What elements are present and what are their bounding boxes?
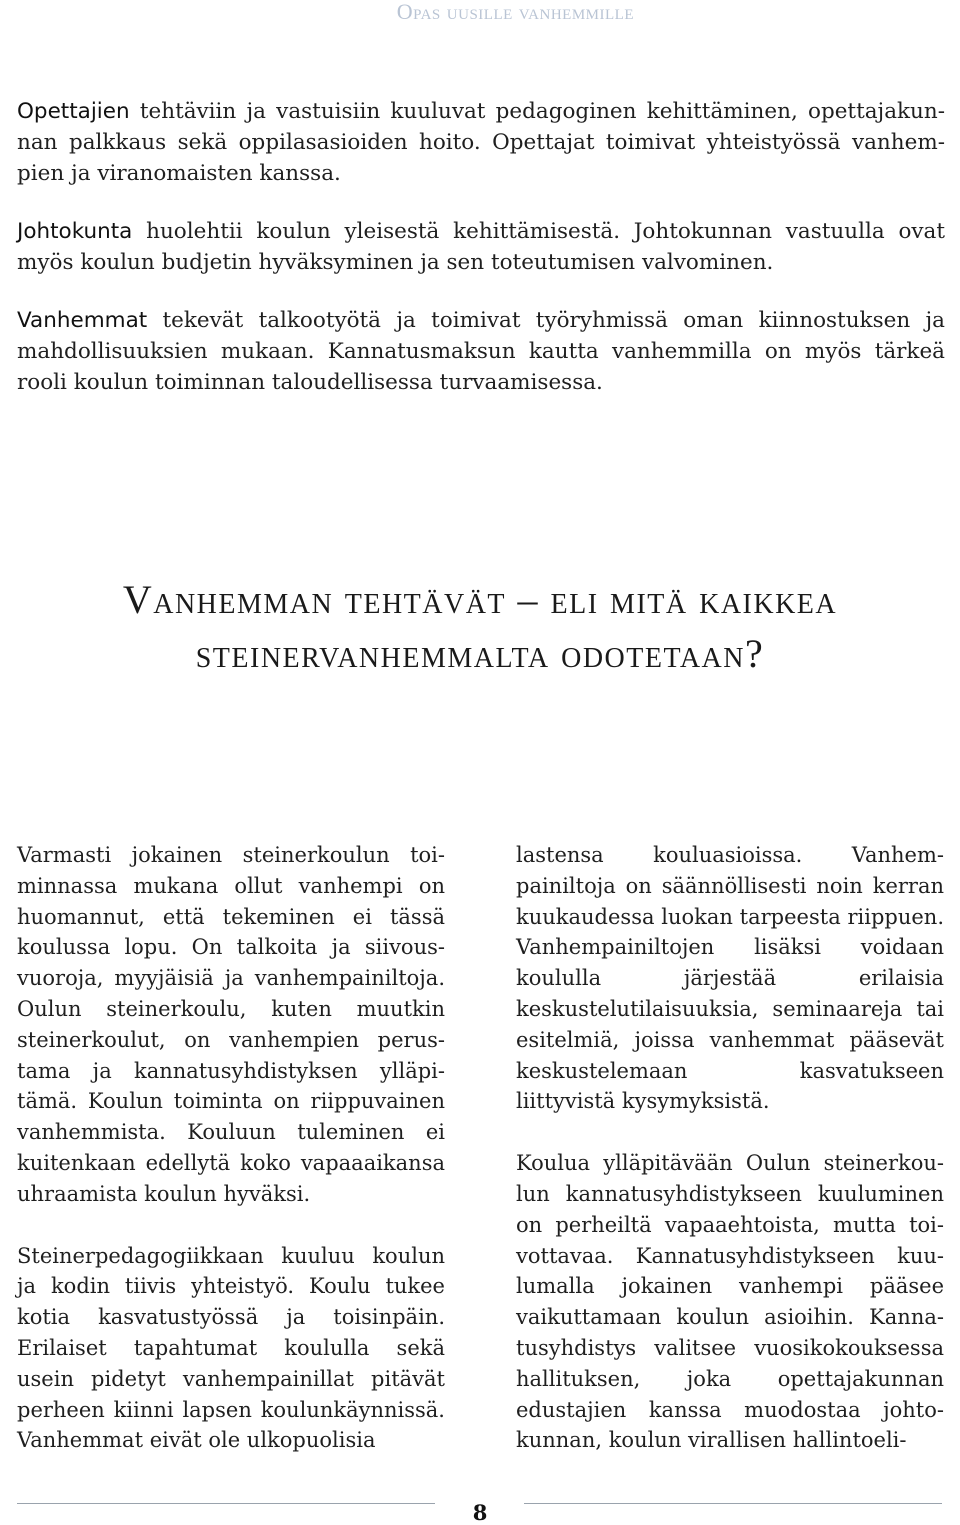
paragraph-teachers: [17, 96, 945, 189]
section-heading-line: Vanhemman tehtävät – eli mitä kaikkea: [122, 577, 838, 622]
intro-section: [17, 96, 945, 425]
lead-term-board: Johtokunta: [17, 219, 133, 244]
section-heading: [0, 573, 960, 681]
body-paragraph: Koulua ylläpitävään Oulun steinerkoulun kannatusyhdistykseen kuuluminen on perheiltä vapaaehtoista, mutta toivottavaa. Kannatusyhdistykseen kuulumalla jokainen vanhempi pääsee vaikuttamaan koulun asioihin. Kannatusyhdistys valitsee vuosikokouksessa hallituksen, joka opettajakunnan edustajien kanssa muodostaa johtokunnan, koulun virallisen hallintoeli-: [516, 1151, 944, 1453]
body-paragraph: Varmasti jokainen steinerkoulun toiminnassa mukana ollut vanhempi on huomannut, että tekeminen ei tässä koulussa lopu. On talkoita ja siivousvuoroja, myyjäisiä ja vanhempainiltoja. Oulun steinerkoulu, kuten muutkin steinerkoulut, on vanhempien perustama ja kannatusyhdistyksen ylläpitämä. Koulun toiminta on riippuvainen vanhemmista. Kouluun tuleminen ei kuitenkaan edellytä koko vapaaaikansa uhraamista koulun hyväksi.: [17, 843, 445, 1206]
lead-term-parents: Vanhemmat: [17, 308, 148, 333]
paragraph-text: tekevät talkootyötä ja toimivat työryhmissä oman kiinnostuksen ja mahdollisuuksien mukaan. Kannatusmaksun kautta vanhemmilla on myös tärkeä rooli koulun toiminnan taloudellisessa turvaamisessa.: [17, 308, 945, 395]
lead-term-teachers: Opettajien: [17, 99, 130, 124]
left-column: [17, 840, 445, 1487]
running-header-title: Opas uusille vanhemmille: [396, 0, 634, 24]
paragraph-text: huolehtii koulun yleisestä kehittämisestä. Johtokunnan vastuulla ovat myös koulun budjetin hyväksyminen ja sen toteutumisen valvominen.: [17, 219, 945, 275]
paragraph-board: [17, 216, 945, 278]
body-paragraph: Steinerpedagogiikkaan kuuluu koulun ja kodin tiivis yhteistyö. Koulu tukee kotia kasvatustyössä ja toisinpäin. Erilaiset tapahtumat koululla sekä usein pidetyt vanhempainillat pitävät perheen kiinni lapsen koulunkäynnissä. Vanhemmat eivät ole ulkopuolisia: [17, 1243, 445, 1453]
section-heading-line: steinervanhemmalta odotetaan?: [195, 631, 765, 676]
body-paragraph: lastensa kouluasioissa. Vanhempainiltoja on säännöllisesti noin kerran kuukaudessa luokan tarpeesta riippuen. Vanhempainiltojen lisäksi voidaan koululla järjestää erilaisia keskustelutilaisuuksia, seminaareja tai esitelmiä, joissa vanhemmat pääsevät keskustelemaan kasvatukseen liittyvistä kysymyksistä.: [516, 843, 944, 1114]
paragraph-text: tehtäviin ja vastuisiin kuuluvat pedagoginen kehittäminen, opettajakunnan palkkaus sekä oppilasasioiden hoito. Opettajat toimivat yhteistyössä vanhempien ja viranomaisten kanssa.: [17, 99, 945, 186]
page-number: 8: [472, 1500, 488, 1525]
right-column: [516, 840, 944, 1487]
paragraph-parents: [17, 305, 945, 398]
